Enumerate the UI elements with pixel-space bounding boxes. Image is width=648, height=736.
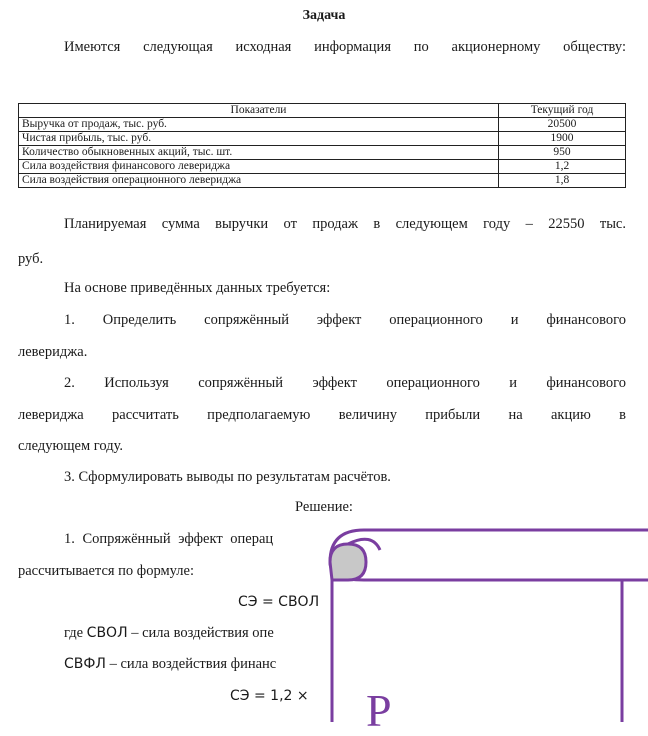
row-value: 950: [499, 146, 626, 160]
task2-line2: левериджа рассчитать предполагаемую величину прибыли на акцию в: [18, 407, 626, 423]
row-value: 20500: [499, 118, 626, 132]
intro-paragraph: Имеются следующая исходная информация по акционерному обществу:: [64, 39, 626, 55]
svol-definition: – сила воздействия опе: [127, 625, 274, 641]
task2-line1: 2. Используя сопряжённый эффект операционного и финансового: [64, 375, 626, 391]
table-row: [19, 160, 626, 174]
svfl-symbol: СВФЛ: [64, 656, 106, 672]
row-label: Количество обыкновенных акций, тыс. шт.: [19, 146, 499, 160]
formula-substituted: СЭ = 1,2 ×: [230, 688, 309, 704]
table-row: [19, 146, 626, 160]
svfl-definition: – сила воздействия финанс: [105, 656, 277, 672]
scroll-overlay: [320, 522, 648, 736]
indicators-table: [18, 103, 626, 188]
task-title: Задача: [302, 8, 346, 23]
task1-line1: 1. Определить сопряжённый эффект операционного и финансового: [64, 312, 626, 328]
definition-svol: [64, 623, 274, 643]
task2-line3: следующем году.: [18, 438, 123, 454]
solution-line1: 1. Сопряжённый эффект операц: [64, 531, 274, 547]
row-value: 1,8: [499, 174, 626, 188]
table-row: [19, 174, 626, 188]
col-header-current-year: Текущий год: [499, 104, 626, 118]
task3-text: 3. Сформулировать выводы по результатам расчётов.: [64, 469, 391, 485]
task1-line2: левериджа.: [18, 344, 88, 360]
row-label: Чистая прибыль, тыс. руб.: [19, 132, 499, 146]
solution-line2: рассчитывается по формуле:: [18, 563, 194, 579]
svol-symbol: СВОЛ: [86, 625, 128, 641]
row-value: 1,2: [499, 160, 626, 174]
definition-svfl: [64, 654, 276, 674]
table-row: [19, 132, 626, 146]
row-label: Выручка от продаж, тыс. руб.: [19, 118, 499, 132]
row-label: Сила воздействия финансового левериджа: [19, 160, 499, 174]
table-header-row: [19, 104, 626, 118]
col-header-indicator: Показатели: [19, 104, 499, 118]
where-prefix: где: [64, 625, 87, 641]
planned-revenue-line2: руб.: [18, 251, 44, 267]
planned-revenue-line1: Планируемая сумма выручки от продаж в следующем году – 22550 тыс.: [64, 216, 626, 232]
row-label: Сила воздействия операционного левериджа: [19, 174, 499, 188]
overlay-letter: Р: [366, 685, 392, 736]
table-row: [19, 118, 626, 132]
solution-heading: Решение:: [295, 499, 353, 515]
row-value: 1900: [499, 132, 626, 146]
formula-combined-effect: СЭ = СВОЛ: [238, 594, 320, 610]
requirement-text: На основе приведённых данных требуется:: [64, 280, 331, 296]
